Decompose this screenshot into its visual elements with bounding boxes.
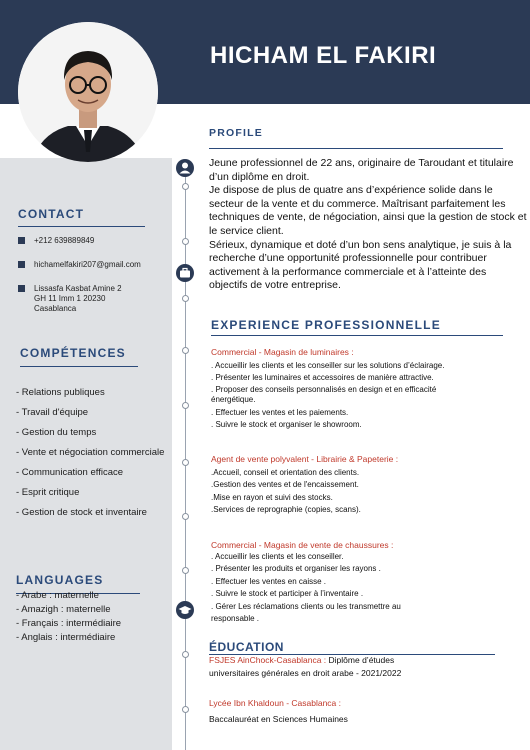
timeline-line — [185, 160, 186, 750]
language-item: - Arabe : maternelle — [16, 590, 99, 601]
phone-icon — [18, 237, 25, 244]
profile-rule — [209, 148, 503, 149]
timeline-dot — [182, 238, 189, 245]
location-icon — [18, 285, 25, 292]
avatar — [18, 22, 158, 162]
skill-item: - Esprit critique — [16, 487, 80, 498]
skill-item: - Gestion de stock et inventaire — [16, 507, 147, 518]
timeline-dot — [182, 513, 189, 520]
skills-rule — [20, 366, 138, 367]
job-duties — [211, 551, 421, 625]
timeline-dot — [182, 183, 189, 190]
skill-item: - Vente et négociation commerciale — [16, 447, 165, 458]
person-icon — [176, 159, 194, 177]
profile-title: PROFILE — [209, 127, 263, 139]
email-text[interactable]: hichamelfakiri207@gmail.com — [34, 260, 141, 269]
duty-item: . Présenter les produits et organiser les rayons . — [211, 564, 381, 574]
timeline-dot — [182, 295, 189, 302]
briefcase-icon — [176, 264, 194, 282]
contact-rule — [18, 226, 145, 227]
duty-item: . Accueillir les clients et les conseiller. — [211, 552, 344, 561]
language-item: - Amazigh : maternelle — [16, 604, 111, 615]
skill-item: - Travail d'équipe — [16, 407, 89, 418]
duty-item: . Suivre le stock et organiser le showroom. — [211, 420, 362, 430]
skills-title: COMPÉTENCES — [20, 346, 126, 360]
job-duties — [211, 467, 511, 517]
job-title: Agent de vente polyvalent - Librairie & Papeterie : — [211, 454, 399, 464]
address-text: Lissasfa Kasbat Amine 2 GH 11 Imm 1 20230 Casablanca — [34, 284, 122, 313]
language-item: - Français : intermédiaire — [16, 618, 122, 629]
timeline-dot — [182, 651, 189, 658]
job-title: Commercial - Magasin de vente de chaussures : — [211, 540, 394, 550]
duty-item: .Services de reprographie (copies, scans). — [211, 505, 361, 515]
timeline-dot — [182, 567, 189, 574]
graduation-cap-icon — [176, 601, 194, 619]
duty-item: .Accueil, conseil et orientation des clients. — [211, 468, 360, 477]
profile-photo — [18, 22, 158, 162]
contact-address — [18, 284, 122, 314]
phone-text: +212 639889849 — [34, 236, 95, 245]
duty-item: . Proposer des conseils personnalisés en design et en efficacité énergétique. — [211, 384, 437, 404]
contact-phone — [18, 236, 94, 246]
duty-item: . Présenter les luminaires et accessoires de manière attractive. — [211, 373, 434, 383]
timeline-dot — [182, 347, 189, 354]
school-name: Lycée Ibn Khaldoun - Casablanca : — [209, 698, 341, 708]
school-detail: Baccalauréat en Sciences Humaines — [209, 714, 348, 724]
duty-item: .Mise en rayon et suivi des stocks. — [211, 492, 333, 502]
duty-item: . Gérer Les réclamations clients ou les transmettre au responsable . — [211, 601, 401, 624]
languages-title: LANGUAGES — [16, 573, 104, 587]
experience-rule — [211, 335, 503, 336]
duty-item: . Accueillir les clients et les conseiller sur les solutions d’éclairage. — [211, 361, 445, 370]
skill-item: - Relations publiques — [16, 387, 105, 398]
profile-summary — [209, 157, 527, 293]
education-entry — [209, 654, 409, 679]
language-item: - Anglais : intermédiaire — [16, 632, 116, 643]
experience-title: EXPERIENCE PROFESSIONNELLE — [211, 318, 441, 332]
timeline-dot — [182, 402, 189, 409]
education-title: ÉDUCATION — [209, 640, 284, 654]
timeline-dot — [182, 706, 189, 713]
profile-paragraph: Je dispose de plus de quatre ans d’expérience solide dans le secteur de la vente et du commerce. Maîtrisant parfaitement les techniques de vente, de négociation, ainsi que la gestion de stock et le service client. — [209, 184, 527, 237]
profile-paragraph: Jeune professionnel de 22 ans, originaire de Taroudant et titulaire d’un diplôme en droit. — [209, 157, 514, 183]
school-name: FSJES AinChock-Casablanca : — [209, 655, 327, 665]
candidate-name: HICHAM EL FAKIRI — [210, 42, 437, 69]
contact-title: CONTACT — [18, 207, 85, 221]
job-title: Commercial - Magasin de luminaires : — [211, 347, 354, 357]
skill-item: - Communication efficace — [16, 467, 124, 478]
profile-paragraph: Sérieux, dynamique et doté d’un bon sens analytique, je suis à la recherche d’une opportunité professionnelle pour contribuer activement à la performance commerciale et à l’atteinte des objectifs de votre entreprise. — [209, 238, 512, 292]
duty-item: . Effectuer les ventes en caisse . — [211, 576, 327, 586]
email-icon — [18, 261, 25, 268]
duty-item: .Gestion des ventes et de l'encaissement. — [211, 480, 359, 490]
contact-email — [18, 260, 141, 270]
timeline-dot — [182, 459, 189, 466]
skill-item: - Gestion du temps — [16, 427, 97, 438]
school-detail: Diplôme d’études universitaires générales en droit arabe - 2021/2022 — [209, 655, 402, 678]
duty-item: . Effectuer les ventes et les paiements. — [211, 407, 349, 417]
job-duties — [211, 360, 516, 432]
duty-item: . Suivre le stock et participer à l’inventaire . — [211, 589, 364, 599]
